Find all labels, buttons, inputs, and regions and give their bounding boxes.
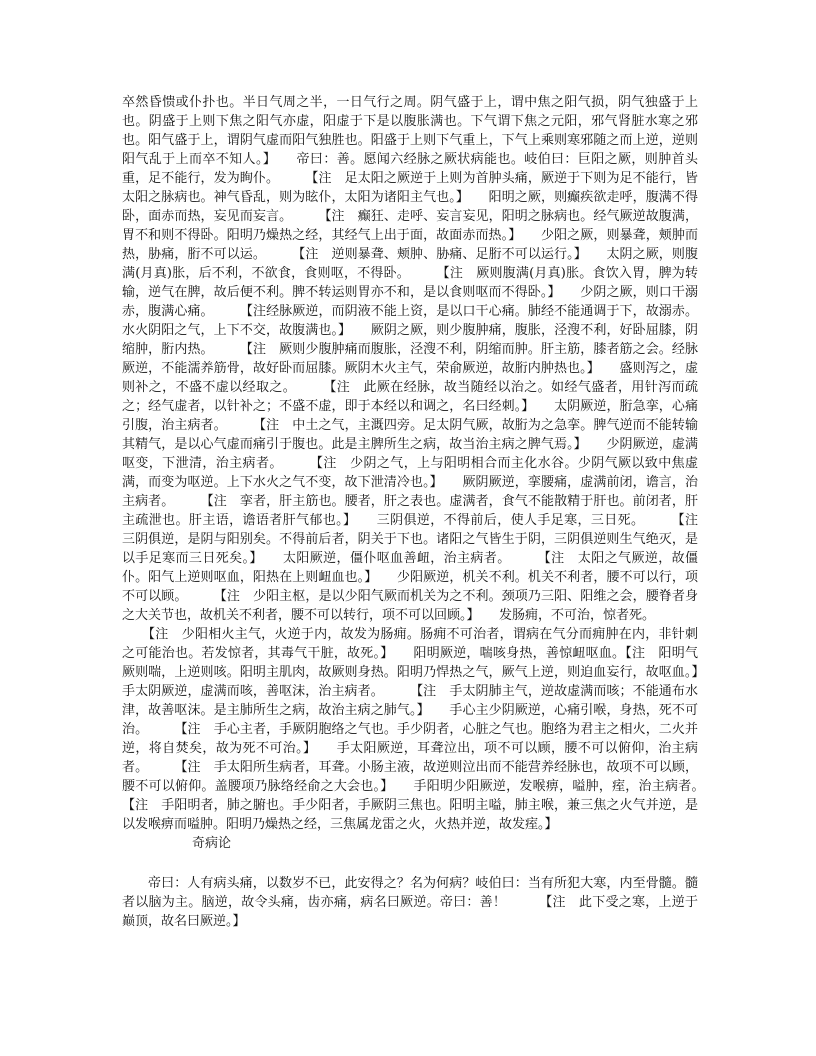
spacer [122,853,698,874]
body-paragraph: 卒然昏愦或仆扑也。半日气周之半，一日气行之周。阴气盛于上，谓中焦之阳气损，阴气独盛于上也。阴盛于上则下焦之阳气亦虚，阳虚于下是以腹胀满也。下气谓下焦之元阳，邪气肾脏水寒之邪也。阳气盛于上，谓阴气虚而阳气独胜也。阳盛于上则下气重上，下气上乘则寒邪随之而上逆，逆则阳气乱于上而卒不知人。】 帝曰：善。愿闻六经脉之厥状病能也。岐伯曰：巨阳之厥，则肿首头重，足不能行，发为眴仆。 【注 足太阳之厥逆于上则为首肿头痛，厥逆于下则为足不能行，皆太阳之脉病也。神气昏乱，则为眩仆，太阳为诸阳主气也。】 阳明之厥，则癫疾欲走呼，腹满不得卧，面赤而热，妄见而妄言。 【注 癫狂、走呼、妄言妄见，阳明之脉病也。经气厥逆故腹满，胃不和则不得卧。阳明乃燥热之经，其经气上出于面，故面赤而热。】 少阳之厥，则暴聋，颊肿而热，胁痛，胻不可以运。 【注 逆则暴聋、颊肿、胁痛、足胻不可以运行。】 太阴之厥，则腹满(月真)胀，后不利，不欲食，食则呕，不得卧。 【注 厥则腹满(月真)胀。食饮入胃，脾为转输，逆气在脾，故后便不利。脾不转运则胃亦不和，是以食则呕而不得卧。】 少阴之厥，则口干溺赤，腹满心痛。 【注经脉厥逆，而阴液不能上资，是以口干心痛。肺经不能通调于下，故溺赤。水火阴阳之气，上下不交，故腹满也。】 厥阴之厥，则少腹肿痛，腹胀，泾溲不利，好卧屈膝，阴缩肿，胻内热。 【注 厥则少腹肿痛而腹胀，泾溲不利，阴缩而肿。肝主筋，膝者筋之会。经脉厥逆，不能濡养筋骨，故好卧而屈膝。厥阴木火主气，荣俞厥逆，故胻内肿热也。】 盛则泻之，虚则补之，不盛不虚以经取之。 【注 此厥在经脉，故当随经以治之。如经气盛者，用针泻而疏之；经气虚者，以针补之；不盛不虚，即于本经以和调之，名曰经刺。】 太阴厥逆，胻急挛，心痛引腹，治主病者。 【注 中土之气，主溉四旁。足太阴气厥，故胻为之急挛。脾气逆而不能转输其精气，是以心气虚而痛引于腹也。此是主脾所生之病，故当治主病之脾气焉。】 少阴厥逆，虚满呕变，下泄清，治主病者。 【注 少阴之气，上与阳明相合而主化水谷。少阴气厥以致中焦虚满，而变为呕逆。上下水火之气不变，故下泄清冷也。】 厥阴厥逆，挛腰痛，虚满前闭，谵言，治主病者。 【注 挛者，肝主筋也。腰者，肝之表也。虚满者，食气不能散精于肝也。前闭者，肝主疏泄也。肝主语，谵语者肝气郁也。】 三阴俱逆，不得前后，使人手足寒，三日死。 【注 三阴俱逆，是阴与阳别矣。不得前后者，阴关于下也。诸阳之气皆生于阴，三阴俱逆则生气绝灭，是以手足寒而三日死矣。】 太阳厥逆，僵仆呕血善衄，治主病者。 【注 太阳之气厥逆，故僵仆。阳气上逆则呕血，阳热在上则衄血也。】 少阳厥逆，机关不利。机关不利者，腰不可以行，项不可以顾。 【注 少阳主枢，是以少阳气厥而机关为之不利。颈项乃三阳、阳维之会，腰脊者身之大关节也，故机关不利者，腰不可以转行，项不可以回顾。】 发肠痈，不可治，惊者死。 [122,95,712,623]
section-title: 奇病论 [192,836,232,851]
body-paragraph: 【注 少阳相火主气，火逆于内，故发为肠痈。肠痈不可治者，谓病在气分而痈肿在内，非针刺之可能治也。若发惊者，其毒气干脏，故死。】 阳明厥逆，喘咳身热，善惊衄呕血。【注 阳明气厥则喘，上逆则咳。阳明主肌肉，故厥则身热。阳明乃悍热之气，厥气上逆，则迫血妄行，故呕血。】 手太阴厥逆，虚满而咳，善呕沫，治主病者。 【注 手太阴肺主气，逆故虚满而咳；不能通布水津，故善呕沫。是主肺所生之病，故治主病之肺气。】 手心主少阴厥逆，心痛引喉，身热，死不可治。 【注 手心主者，手厥阴胞络之气也。手少阴者，心脏之气也。胞络为君主之相火，二火并逆，将自焚矣，故为死不可治。】 手太阳厥逆，耳聋泣出，项不可以顾，腰不可以俯仰，治主病者。 【注 手太阳所生病者，耳聋。小肠主液，故逆则泣出而不能营养经脉也，故项不可以顾，腰不可以俯仰。盖腰项乃脉络经俞之大会也。】 手阳明少阳厥逆，发喉痹，嗌肿，痓，治主病者。 【注 手阳明者，肺之腑也。手少阳者，手厥阴三焦也。阳明主嗌，肺主喉，兼三焦之火气并逆，是以发喉痹而嗌肿。阳明乃燥热之经，三焦属龙雷之火，火热并逆，故发痓。】 [122,627,738,832]
body-paragraph: 帝曰：人有病头痛，以数岁不已，此安得之？名为何病？岐伯曰：当有所犯大寒，内至骨髓。髓者以脑为主。脑逆，故令头痛，齿亦痛，病名曰厥逆。帝曰：善！ 【注 此下受之寒，上逆于巅顶，故名曰厥逆。】 [122,876,698,929]
document-page [122,93,738,931]
